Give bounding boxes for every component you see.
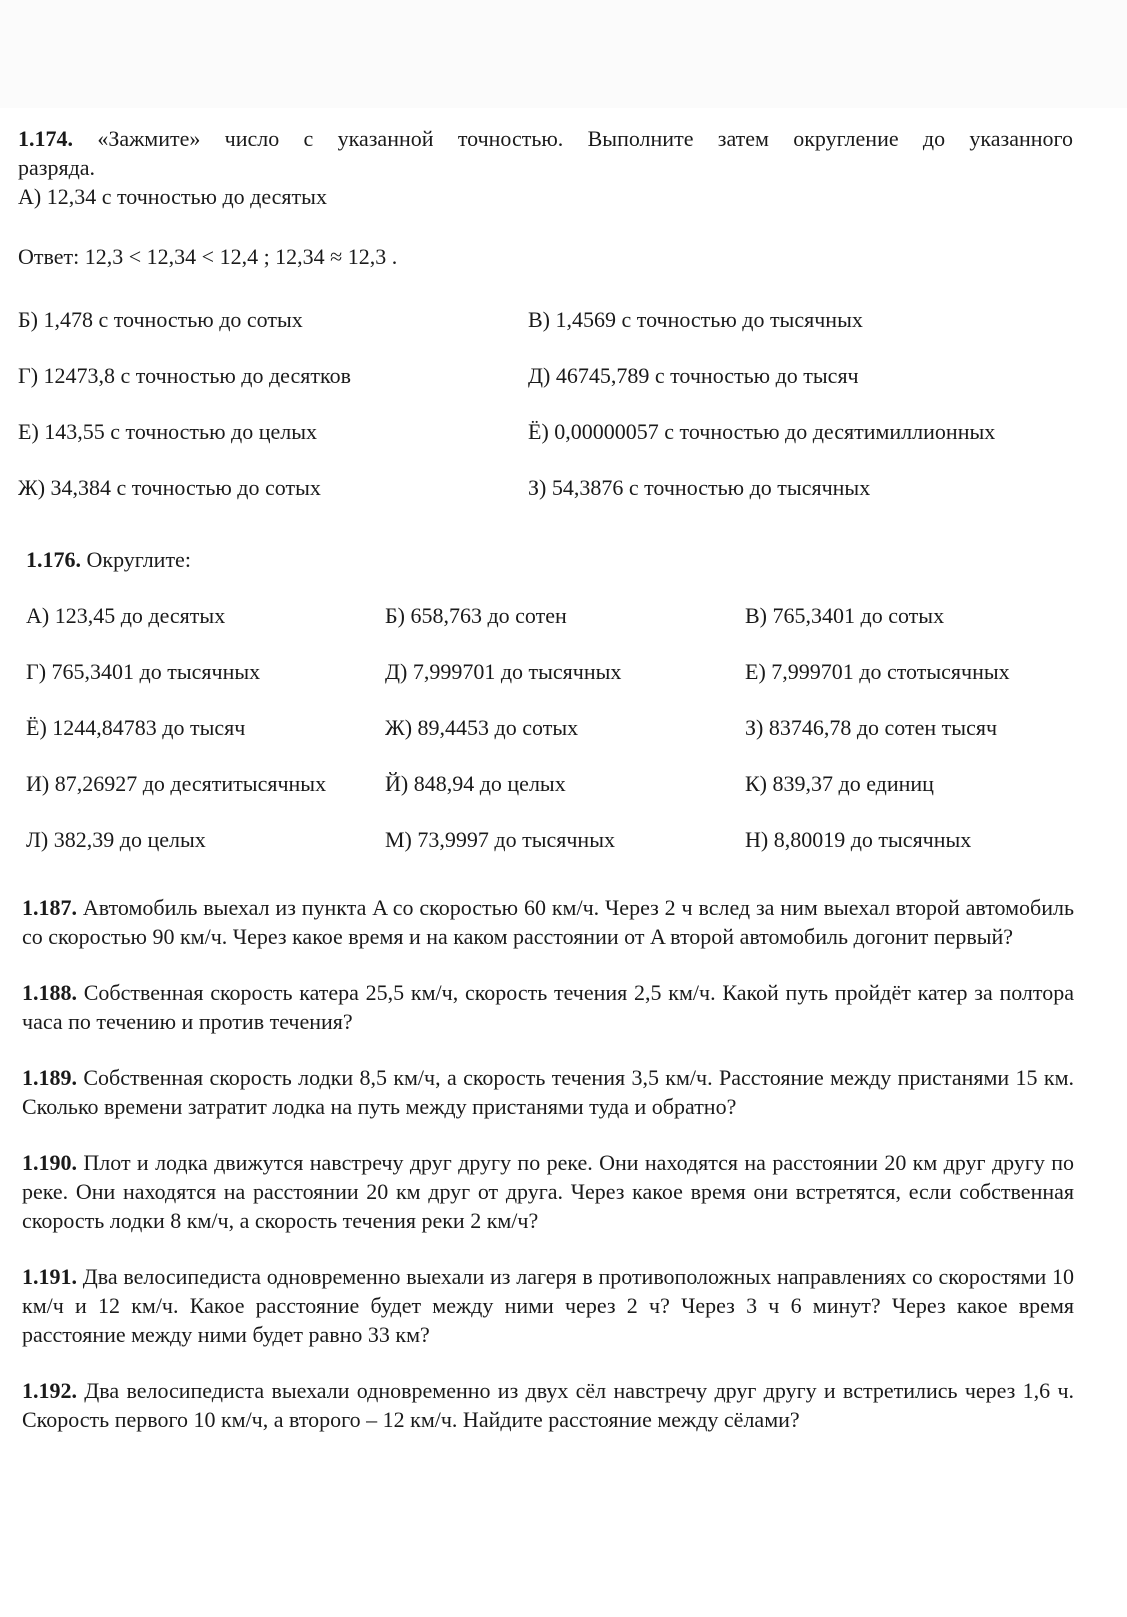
list-item xyxy=(18,825,1073,865)
problem-statement xyxy=(18,545,1073,574)
problem-text: Автомобиль выехал из пункта A со скоростью 60 км/ч. Через 2 ч вслед за ним выехал второй автомобиль со скоростью 90 км/ч. Через какое время и на каком расстоянии от A второй автомобиль догонит первый? xyxy=(22,895,1075,949)
problem-1-174 xyxy=(18,124,1073,517)
exercise-item: Ё) 0,00000057 с точностью до десятимиллионных xyxy=(528,419,996,444)
problem-text: Плот и лодка движутся навстречу друг другу по реке. Они находятся на расстоянии 20 км друг другу по реке. Они находятся на расстоянии 20 км друг от друга. Через какое время они встретятся, если собственная скорость лодки 8 км/ч, а скорость течения реки 2 км/ч? xyxy=(22,1150,1075,1233)
document-page xyxy=(18,124,1073,1434)
list-item xyxy=(18,769,1073,825)
exercise-item: Д) 46745,789 с точностью до тысяч xyxy=(528,363,859,388)
problem-text: Округлите: xyxy=(86,547,191,572)
exercise-item: Н) 8,80019 до тысячных xyxy=(745,827,972,852)
exercise-item: Е) 7,999701 до стотысячных xyxy=(745,659,1010,684)
exercise-item: Б) 1,478 с точностью до сотых xyxy=(18,307,303,332)
exercise-item: Ж) 34,384 с точностью до сотых xyxy=(18,475,321,500)
problem-text: Собственная скорость катера 25,5 км/ч, скорость течения 2,5 км/ч. Какой путь пройдёт катер за полтора часа по течению и против течения? xyxy=(22,980,1075,1034)
exercise-item: И) 87,26927 до десятитысячных xyxy=(26,771,327,796)
list-item xyxy=(18,417,1073,473)
exercise-item: Ж) 89,4453 до сотых xyxy=(385,715,579,740)
problem-number: 1.189. xyxy=(22,1065,77,1090)
problem-number: 1.174. xyxy=(18,126,73,151)
exercise-grid xyxy=(18,601,1073,865)
list-item xyxy=(18,305,1073,361)
answer-line: Ответ: 12,3 < 12,34 < 12,4 ; 12,34 ≈ 12,3 . xyxy=(18,244,398,269)
problem-number: 1.190. xyxy=(22,1150,77,1175)
exercise-item: Д) 7,999701 до тысячных xyxy=(385,659,622,684)
exercise-item: З) 83746,78 до сотен тысяч xyxy=(745,715,998,740)
problem-text: Собственная скорость лодки 8,5 км/ч, а скорость течения 3,5 км/ч. Расстояние между пристанями 15 км. Сколько времени затратит лодка на путь между пристанями туда и обратно? xyxy=(22,1065,1075,1119)
problem-1-188 xyxy=(22,978,1074,1036)
problem-1-176 xyxy=(18,545,1073,865)
exercise-item: Л) 382,39 до целых xyxy=(26,827,206,852)
exercise-item: З) 54,3876 с точностью до тысячных xyxy=(528,475,871,500)
exercise-item: Г) 12473,8 с точностью до десятков xyxy=(18,363,351,388)
exercise-item: В) 765,3401 до сотых xyxy=(745,603,945,628)
problem-number: 1.191. xyxy=(22,1264,77,1289)
list-item xyxy=(18,713,1073,769)
exercise-list xyxy=(18,305,1073,517)
exercise-item: Г) 765,3401 до тысячных xyxy=(26,659,261,684)
problem-1-192 xyxy=(22,1376,1074,1434)
problem-text: Два велосипедиста выехали одновременно из двух сёл навстречу друг другу и встретились через 1,6 ч. Скорость первого 10 км/ч, а второго – 12 км/ч. Найдите расстояние между сёлами? xyxy=(22,1378,1075,1432)
exercise-item: Ё) 1244,84783 до тысяч xyxy=(26,715,246,740)
exercise-item: Й) 848,94 до целых xyxy=(385,771,566,796)
page-header-blank xyxy=(0,0,1127,108)
problem-number: 1.192. xyxy=(22,1378,77,1403)
example-line: А) 12,34 с точностью до десятых xyxy=(18,184,327,209)
list-item xyxy=(18,361,1073,417)
problem-statement xyxy=(18,124,1073,182)
exercise-item: Б) 658,763 до сотен xyxy=(385,603,567,628)
problem-number: 1.188. xyxy=(22,980,77,1005)
list-item xyxy=(18,473,1073,517)
problem-1-187 xyxy=(22,893,1074,951)
exercise-item: А) 123,45 до десятых xyxy=(26,603,226,628)
word-problems xyxy=(18,893,1074,1434)
problem-number: 1.187. xyxy=(22,895,77,920)
exercise-item: К) 839,37 до единиц xyxy=(745,771,934,796)
problem-number: 1.176. xyxy=(26,547,81,572)
problem-text: «Зажмите» число с указанной точностью. Выполните затем округление до указанного разряда. xyxy=(18,126,1073,180)
list-item xyxy=(18,601,1073,657)
problem-1-191 xyxy=(22,1262,1074,1349)
exercise-item: М) 73,9997 до тысячных xyxy=(385,827,615,852)
exercise-item: В) 1,4569 с точностью до тысячных xyxy=(528,307,863,332)
list-item xyxy=(18,657,1073,713)
problem-1-190 xyxy=(22,1148,1074,1235)
problem-text: Два велосипедиста одновременно выехали из лагеря в противоположных направлениях со скоростями 10 км/ч и 12 км/ч. Какое расстояние будет между ними через 2 ч? Через 3 ч 6 минут? Через какое время расстояние между ними будет равно 33 км? xyxy=(22,1264,1074,1347)
exercise-item: Е) 143,55 с точностью до целых xyxy=(18,419,318,444)
problem-1-189 xyxy=(22,1063,1074,1121)
